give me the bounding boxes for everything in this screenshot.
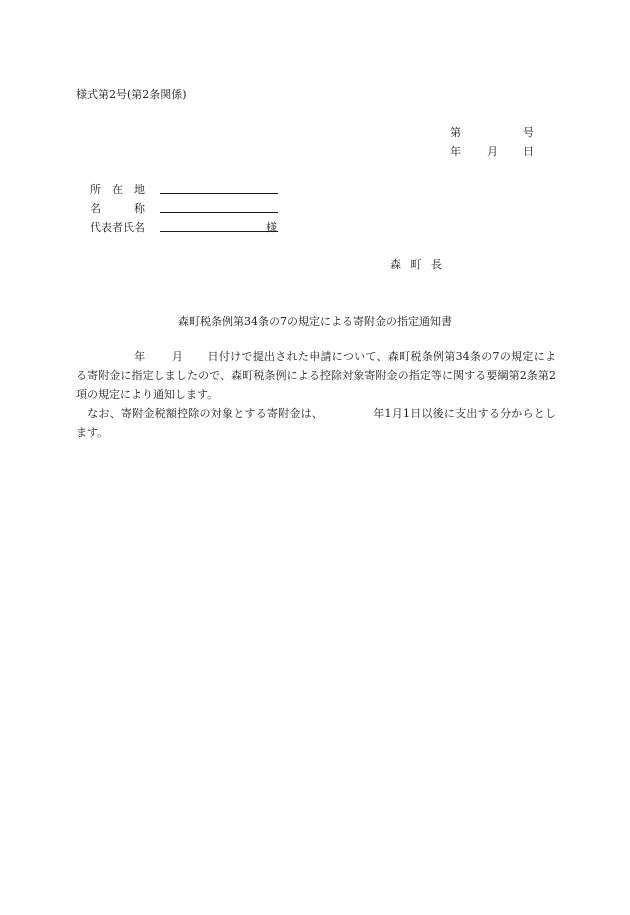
para2-text-b: 年1月1日以後に支出する分からとします。 (76, 407, 556, 439)
name-blank-line (160, 212, 278, 213)
name-label: 名 称 (90, 202, 145, 215)
date-day-label: 日 (523, 145, 534, 158)
doc-number-prefix: 第 (450, 126, 461, 139)
date-month-label: 月 (487, 145, 498, 158)
doc-number-suffix: 号 (523, 126, 534, 139)
honorific-sama: 様 (266, 221, 277, 234)
representative-blank-line (160, 231, 278, 232)
document-title: 森町税条例第34条の7の規定による寄附金の指定通知書 (178, 315, 452, 328)
body-paragraph-1 (76, 347, 556, 404)
date-year-label: 年 (450, 145, 461, 158)
para1-year-label: 年 (134, 350, 146, 363)
para1-text: 日付けで提出された申請について、森町税条例第34条の7の規定による寄附金に指定しましたので、森町税条例による控除対象寄附金の指定等に関する要綱第2条第2項の規定により通知します。 (76, 350, 557, 401)
location-blank-line (160, 193, 278, 194)
para1-month-label: 月 (171, 350, 184, 363)
representative-label: 代表者氏名 (90, 221, 145, 234)
location-label: 所 在 地 (90, 183, 145, 196)
body-paragraph-2 (76, 404, 556, 442)
form-number: 様式第2号(第2条関係) (76, 88, 187, 101)
sender-title: 森 町 長 (390, 258, 445, 271)
para2-text-a: なお、寄附金税額控除の対象とする寄附金は、 (87, 407, 324, 420)
